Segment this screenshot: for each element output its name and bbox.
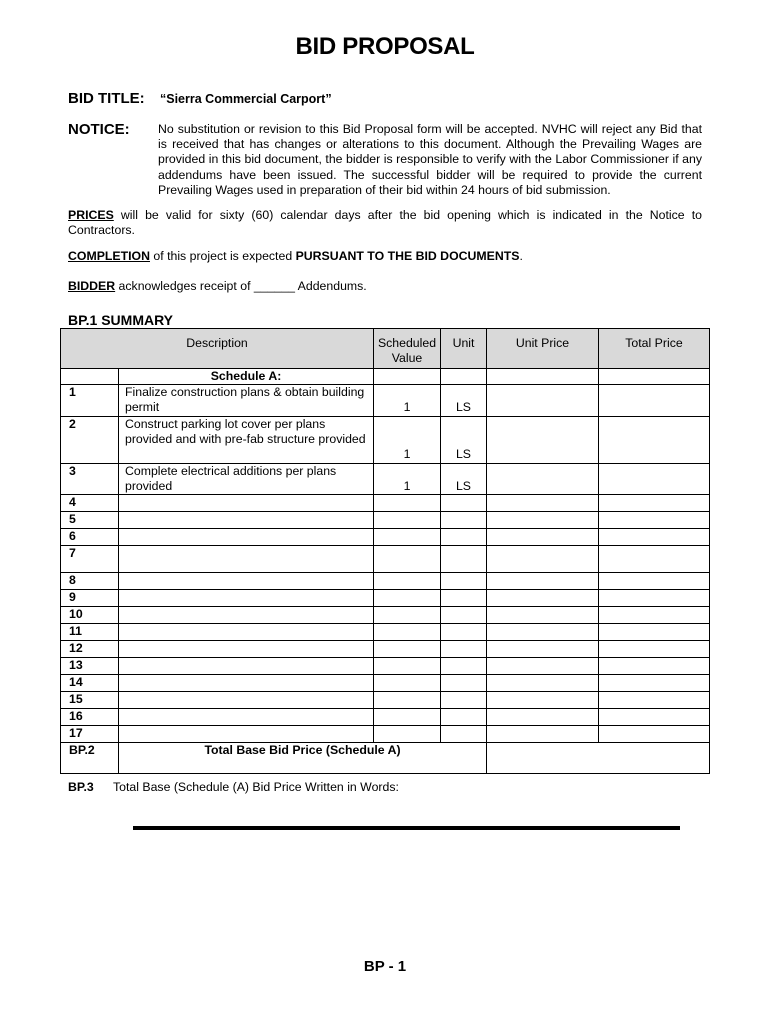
prices-lead: PRICES: [68, 208, 114, 222]
table-row: [61, 495, 710, 512]
table-row: [61, 658, 710, 675]
item-unit: LS: [441, 416, 487, 463]
total-row: [61, 743, 710, 774]
item-total-price-cell[interactable]: [599, 624, 710, 641]
item-total-price-cell[interactable]: [599, 495, 710, 512]
item-number: 11: [61, 624, 119, 641]
item-unit: [441, 709, 487, 726]
item-unit-price-cell[interactable]: [487, 495, 599, 512]
item-description: [119, 658, 374, 675]
item-unit: [441, 495, 487, 512]
total-base-bid-label: Total Base Bid Price (Schedule A): [119, 743, 487, 774]
table-header-row: [61, 329, 710, 369]
item-number: 16: [61, 709, 119, 726]
item-description: [119, 607, 374, 624]
item-description: [119, 495, 374, 512]
item-unit: [441, 675, 487, 692]
summary-heading: BP.1 SUMMARY: [68, 312, 174, 328]
bid-title-label: BID TITLE:: [68, 90, 145, 107]
item-number: 13: [61, 658, 119, 675]
item-description: [119, 692, 374, 709]
item-number: 14: [61, 675, 119, 692]
item-description: [119, 573, 374, 590]
item-unit: [441, 590, 487, 607]
table-row: [61, 692, 710, 709]
completion-text: of this project is expected: [149, 249, 296, 263]
item-total-price-cell[interactable]: [599, 675, 710, 692]
item-unit-price-cell[interactable]: [487, 607, 599, 624]
completion-lead: COMPLETION: [68, 249, 150, 263]
table-row: [61, 529, 710, 546]
column-header-total-price: Total Price: [599, 329, 710, 369]
item-unit-price-cell[interactable]: [487, 624, 599, 641]
item-description: [119, 641, 374, 658]
item-scheduled-value: [374, 573, 441, 590]
item-unit: [441, 546, 487, 573]
item-description: [119, 590, 374, 607]
written-words-line[interactable]: [133, 826, 680, 830]
bidder-lead: BIDDER: [68, 279, 116, 293]
completion-end: .: [519, 249, 523, 263]
prices-text: will be valid for sixty (60) calendar days after the bid opening which is indicated in the Notice to Contractors.: [68, 208, 702, 238]
item-unit-price-cell[interactable]: [487, 658, 599, 675]
item-unit-price-cell[interactable]: [487, 590, 599, 607]
item-total-price-cell[interactable]: [599, 385, 710, 416]
item-unit-price-cell[interactable]: [487, 573, 599, 590]
item-unit: [441, 573, 487, 590]
item-number: 12: [61, 641, 119, 658]
schedule-row: [61, 369, 710, 385]
item-total-price-cell[interactable]: [599, 607, 710, 624]
item-unit-price-cell[interactable]: [487, 416, 599, 463]
item-description: Construct parking lot cover per plans provided and with pre-fab structure provided: [119, 416, 374, 463]
item-unit-price-cell[interactable]: [487, 546, 599, 573]
item-description: [119, 726, 374, 743]
completion-paragraph: [68, 249, 702, 264]
item-number: 5: [61, 512, 119, 529]
item-description: [119, 529, 374, 546]
summary-table: [60, 328, 710, 774]
total-row-label: BP.2: [61, 743, 119, 774]
item-unit: [441, 658, 487, 675]
item-total-price-cell[interactable]: [599, 658, 710, 675]
column-header-scheduled-value: Scheduled Value: [374, 329, 441, 369]
table-row: [61, 546, 710, 573]
item-number: 9: [61, 590, 119, 607]
table-row: [61, 607, 710, 624]
table-row: [61, 709, 710, 726]
item-scheduled-value: [374, 512, 441, 529]
item-scheduled-value: [374, 546, 441, 573]
schedule-label: Schedule A:: [119, 369, 374, 385]
item-unit: LS: [441, 385, 487, 416]
item-unit-price-cell[interactable]: [487, 385, 599, 416]
item-total-price-cell[interactable]: [599, 692, 710, 709]
table-row: [61, 675, 710, 692]
item-description: [119, 675, 374, 692]
item-scheduled-value: [374, 675, 441, 692]
completion-bold: PURSUANT TO THE BID DOCUMENTS: [295, 249, 520, 263]
item-total-price-cell[interactable]: [599, 709, 710, 726]
item-unit-price-cell[interactable]: [487, 692, 599, 709]
bp3-text: Total Base (Schedule (A) Bid Price Written in Words:: [113, 780, 399, 794]
item-number: 15: [61, 692, 119, 709]
bidder-paragraph: [68, 279, 702, 294]
item-unit: [441, 641, 487, 658]
item-unit: [441, 607, 487, 624]
item-number: 1: [61, 385, 119, 416]
item-number: 7: [61, 546, 119, 573]
item-total-price-cell[interactable]: [599, 416, 710, 463]
table-row: [61, 573, 710, 590]
item-description: Complete electrical additions per plans provided: [119, 463, 374, 494]
item-unit: [441, 726, 487, 743]
column-header-unit: Unit: [441, 329, 487, 369]
prices-paragraph: [68, 208, 702, 238]
bidder-text: acknowledges receipt of ______ Addendums.: [115, 279, 367, 293]
table-row: [61, 624, 710, 641]
item-total-price-cell[interactable]: [599, 546, 710, 573]
item-scheduled-value: [374, 590, 441, 607]
notice-label: NOTICE:: [68, 121, 130, 138]
notice-text: No substitution or revision to this Bid Proposal form will be accepted. NVHC will reject any Bid that is received that has changes or alterations to this document. Although the Prevailing Wages are provided in this bid document, the bidder is responsible to verify with the Labor Commissioner if any addendums have been issued. The successful bidder will be required to provide the current Prevailing Wages used in preparation of their bid within 24 hours of bid submission.: [158, 122, 702, 197]
item-number: 2: [61, 416, 119, 463]
item-unit: [441, 529, 487, 546]
item-description: [119, 512, 374, 529]
item-unit: [441, 692, 487, 709]
table-row: [61, 512, 710, 529]
item-scheduled-value: [374, 692, 441, 709]
item-scheduled-value: [374, 529, 441, 546]
item-scheduled-value: [374, 624, 441, 641]
item-total-price-cell[interactable]: [599, 641, 710, 658]
item-total-price-cell[interactable]: [599, 590, 710, 607]
item-total-price-cell[interactable]: [599, 512, 710, 529]
item-unit: [441, 512, 487, 529]
item-description: [119, 624, 374, 641]
table-row: [61, 463, 710, 494]
item-unit-price-cell[interactable]: [487, 709, 599, 726]
page-title: BID PROPOSAL: [295, 33, 475, 60]
item-scheduled-value: [374, 658, 441, 675]
item-unit-price-cell[interactable]: [487, 512, 599, 529]
item-number: 3: [61, 463, 119, 494]
item-unit-price-cell[interactable]: [487, 641, 599, 658]
item-total-price-cell[interactable]: [599, 529, 710, 546]
column-header-description: Description: [61, 329, 374, 369]
item-number: 6: [61, 529, 119, 546]
item-scheduled-value: [374, 607, 441, 624]
item-unit-price-cell[interactable]: [487, 675, 599, 692]
table-row: [61, 641, 710, 658]
item-total-price-cell[interactable]: [599, 573, 710, 590]
item-scheduled-value: [374, 641, 441, 658]
total-base-bid-price-cell[interactable]: [487, 743, 710, 774]
item-unit-price-cell[interactable]: [487, 463, 599, 494]
item-unit-price-cell[interactable]: [487, 529, 599, 546]
item-scheduled-value: [374, 726, 441, 743]
table-row: [61, 590, 710, 607]
item-description: [119, 546, 374, 573]
item-unit: LS: [441, 463, 487, 494]
table-row: [61, 385, 710, 416]
item-scheduled-value: 1: [374, 416, 441, 463]
item-unit-price-cell[interactable]: [487, 726, 599, 743]
bid-title-value: “Sierra Commercial Carport”: [160, 92, 332, 106]
item-scheduled-value: [374, 709, 441, 726]
item-total-price-cell[interactable]: [599, 463, 710, 494]
item-description: Finalize construction plans & obtain building permit: [119, 385, 374, 416]
page-number: BP - 1: [363, 958, 407, 975]
item-scheduled-value: [374, 495, 441, 512]
item-unit: [441, 624, 487, 641]
item-number: 8: [61, 573, 119, 590]
item-description: [119, 709, 374, 726]
table-row: [61, 726, 710, 743]
item-number: 17: [61, 726, 119, 743]
item-scheduled-value: 1: [374, 463, 441, 494]
item-number: 4: [61, 495, 119, 512]
bp3-label: BP.3: [68, 780, 94, 794]
column-header-unit-price: Unit Price: [487, 329, 599, 369]
item-number: 10: [61, 607, 119, 624]
item-scheduled-value: 1: [374, 385, 441, 416]
item-total-price-cell[interactable]: [599, 726, 710, 743]
table-row: [61, 416, 710, 463]
